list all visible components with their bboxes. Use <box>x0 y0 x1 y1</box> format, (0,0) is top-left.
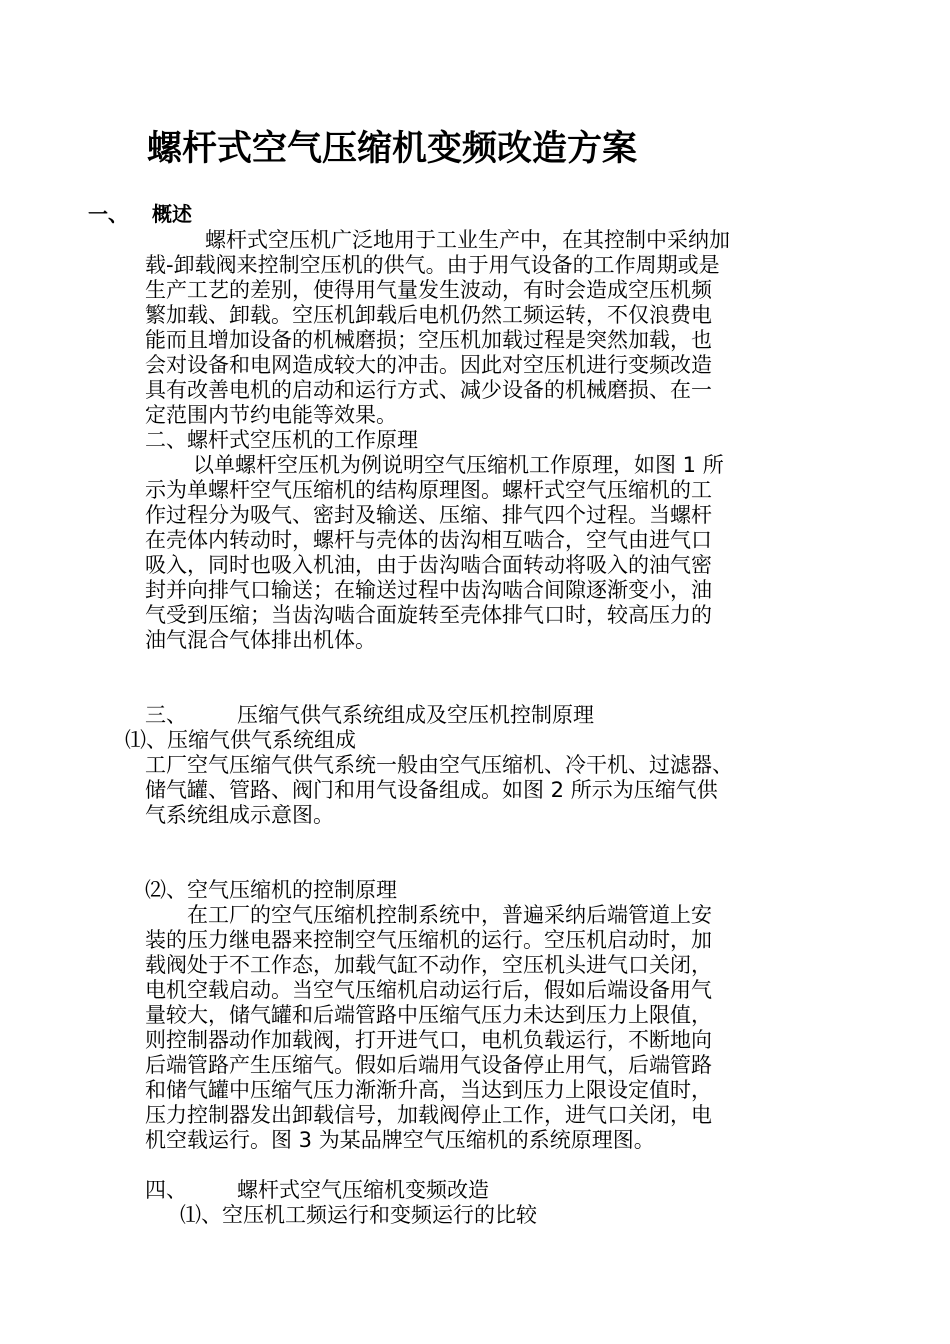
section-4-number: 四、 <box>145 1178 187 1202</box>
section-3-heading: 压缩气供气系统组成及空压机控制原理 <box>237 703 594 727</box>
section-3-sub-2-line: 电机空载启动。当空气压缩机启动运行后，假如后端设备用气 <box>145 978 712 1002</box>
section-2-line: 封并向排气口输送；在输送过程中齿沟啮合间隙逐渐变小，油 <box>145 578 712 602</box>
section-3-sub-2-line: 和储气罐中压缩气压力渐渐升高，当达到压力上限设定值时， <box>145 1078 712 1102</box>
section-2-line: 作过程分为吸气、密封及输送、压缩、排气四个过程。当螺杆 <box>145 503 712 527</box>
section-1-line: 繁加载、卸载。空压机卸载后电机仍然工频运转，不仅浪费电 <box>145 303 712 327</box>
section-3-number: 三、 <box>145 703 187 727</box>
section-3-sub-2-line: 机空载运行。图 3 为某品牌空气压缩机的系统原理图。 <box>145 1128 655 1152</box>
section-1-line: 螺杆式空压机广泛地用于工业生产中，在其控制中采纳加 <box>205 228 730 252</box>
section-3-sub-1-heading: ⑴、压缩气供气系统组成 <box>125 728 356 752</box>
section-3-sub-2-line: 后端管路产生压缩气。假如后端用气设备停止用气，后端管路 <box>145 1053 712 1077</box>
section-1-line: 定范围内节约电能等效果。 <box>145 403 397 427</box>
section-3-sub-2-line: 载阀处于不工作态，加载气缸不动作，空压机头进气口关闭， <box>145 953 712 977</box>
section-3-sub-2-line: 则控制器动作加载阀，打开进气口，电机负载运行，不断地向 <box>145 1028 712 1052</box>
section-3-sub-2-line: 量较大，储气罐和后端管路中压缩气压力未达到压力上限值， <box>145 1003 712 1027</box>
section-1-line: 会对设备和电网造成较大的冲击。因此对空压机进行变频改造 <box>145 353 712 377</box>
section-2-line: 在壳体内转动时，螺杆与壳体的齿沟相互啮合，空气由进气口 <box>145 528 712 552</box>
section-2-line: 吸入，同时也吸入机油，由于齿沟啮合面转动将吸入的油气密 <box>145 553 712 577</box>
section-2-line: 示为单螺杆空气压缩机的结构原理图。螺杆式空气压缩机的工 <box>145 478 712 502</box>
section-3-sub-2-line: 装的压力继电器来控制空气压缩机的运行。空压机启动时，加 <box>145 928 712 952</box>
document-title: 螺杆式空气压缩机变频改造方案 <box>147 129 638 169</box>
section-3-sub-1-line: 气系统组成示意图。 <box>145 803 334 827</box>
section-3-sub-1-line: 工厂空气压缩气供气系统一般由空气压缩机、冷干机、过滤器、 <box>145 753 733 777</box>
section-1-line: 具有改善电机的启动和运行方式、减少设备的机械磨损、在一 <box>145 378 712 402</box>
section-3-sub-1-line: 储气罐、管路、阀门和用气设备组成。如图 2 所示为压缩气供 <box>145 778 718 802</box>
section-3-sub-2-line: 在工厂的空气压缩机控制系统中，普遍采纳后端管道上安 <box>187 903 712 927</box>
section-1-line: 生产工艺的差别，使得用气量发生波动，有时会造成空压机频 <box>145 278 712 302</box>
section-1-number: 一、 <box>88 202 128 226</box>
section-4-sub-1-heading: ⑴、空压机工频运行和变频运行的比较 <box>180 1203 537 1227</box>
section-2-heading: 二、螺杆式空压机的工作原理 <box>145 428 418 452</box>
section-1-line: 能而且增加设备的机械磨损；空压机加载过程是突然加载，也 <box>145 328 712 352</box>
section-1-heading: 概述 <box>152 202 192 226</box>
section-2-line: 以单螺杆空压机为例说明空气压缩机工作原理，如图 1 所 <box>193 453 724 477</box>
section-4-heading: 螺杆式空气压缩机变频改造 <box>237 1178 489 1202</box>
section-2-line: 气受到压缩；当齿沟啮合面旋转至壳体排气口时，较高压力的 <box>145 603 712 627</box>
section-3-sub-2-line: 压力控制器发出卸载信号，加载阀停止工作，进气口关闭，电 <box>145 1103 712 1127</box>
section-1-line: 载-卸载阀来控制空压机的供气。由于用气设备的工作周期或是 <box>145 253 720 277</box>
section-3-sub-2-heading: ⑵、空气压缩机的控制原理 <box>145 878 397 902</box>
section-2-line: 油气混合气体排出机体。 <box>145 628 376 652</box>
